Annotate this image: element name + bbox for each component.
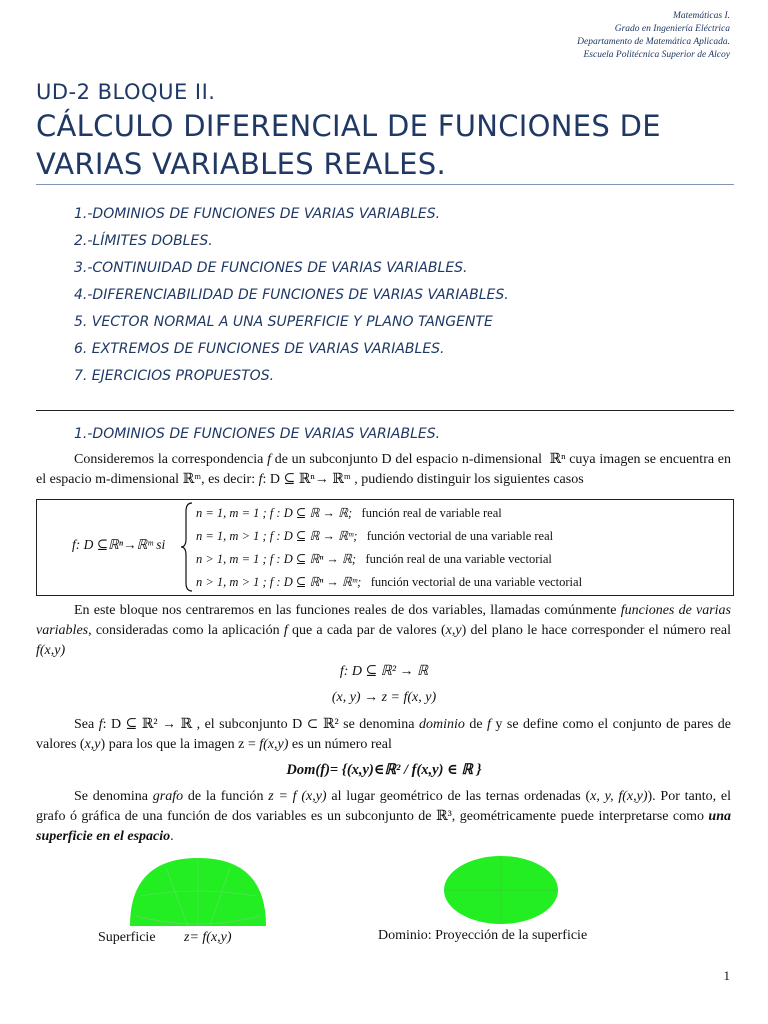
title-divider — [36, 184, 734, 185]
paragraph-domain: Sea f: D ⊆ ℝ² → ℝ , el subconjunto D ⊂ ℝ² se denomina dominio de f y se define como el conjunto de pares de valores (x,y) para los que la imagen z = f(x,y) es un número real — [36, 717, 731, 752]
document-title — [36, 78, 661, 182]
case-row: n > 1, m > 1 ; f : D ⊆ ℝⁿ → ℝᵐ; función vectorial de una variable vectorial — [196, 575, 583, 589]
case-row: n = 1, m > 1 ; f : D ⊆ ℝ → ℝᵐ; función vectorial de una variable real — [196, 529, 554, 543]
unit-label: UD-2 BLOQUE II. — [36, 80, 216, 104]
equation-image: (x, y) → z = f(x, y) — [331, 690, 437, 705]
toc-item[interactable]: 4.-DIFERENCIABILIDAD DE FUNCIONES DE VARIAS VARIABLES. — [74, 287, 509, 303]
section-heading: 1.-DOMINIOS DE FUNCIONES DE VARIAS VARIABLES. — [74, 426, 441, 442]
case-row: n = 1, m = 1 ; f : D ⊆ ℝ → ℝ; función real de variable real — [196, 506, 502, 520]
case-row: n > 1, m = 1 ; f : D ⊆ ℝⁿ → ℝ; función real de una variable vectorial — [196, 552, 552, 566]
paragraph-intro: Consideremos la correspondencia f de un subconjunto D del espacio n-dimensional ℝⁿ cuya imagen se encuentra en el espacio m-dimensional ℝᵐ, es decir: f: D ⊆ ℝⁿ→ ℝᵐ , pudiendo distinguir los siguientes casos — [36, 452, 732, 487]
toc-item[interactable]: 6. EXTREMOS DE FUNCIONES DE VARIAS VARIABLES. — [74, 341, 445, 357]
domain-caption: Dominio: Proyección de la superficie — [378, 928, 588, 943]
section-divider — [36, 410, 734, 411]
surface-equation: z= f(x,y) — [184, 930, 232, 945]
toc-item[interactable]: 5. VECTOR NORMAL A UNA SUPERFICIE Y PLANO TANGENTE — [74, 314, 493, 330]
school-name: Escuela Politécnica Superior de Alcoy — [583, 50, 730, 60]
paragraph-functions: En este bloque nos centraremos en las funciones reales de dos variables, llamadas comúnmente funciones de varias variables, consideradas como la aplicación f que a cada par de valores (x,y) del plano le hace corresponder el número real f(x,y) — [36, 603, 731, 658]
degree-name: Grado en Ingeniería Eléctrica — [614, 24, 730, 34]
function-mapping: f: D ⊆ℝⁿ→ℝᵐ si — [72, 537, 166, 552]
table-of-contents — [74, 204, 509, 393]
domain-definition: Dom(f)= {(x,y)∈ℝ² / f(x,y) ∈ ℝ } — [286, 762, 482, 778]
page-number: 1 — [723, 968, 730, 983]
title-line-1: CÁLCULO DIFERENCIAL DE FUNCIONES DE — [36, 109, 661, 143]
course-name: Matemáticas I. — [673, 11, 730, 21]
surface-figure — [126, 856, 270, 928]
toc-item[interactable]: 1.-DOMINIOS DE FUNCIONES DE VARIAS VARIABLES. — [74, 206, 441, 222]
equation-mapping: f: D ⊆ ℝ² → ℝ — [339, 664, 429, 679]
department-name: Departamento de Matemática Aplicada. — [577, 37, 730, 47]
left-brace-icon — [178, 499, 198, 595]
toc-item[interactable]: 7. EJERCICIOS PROPUESTOS. — [74, 368, 275, 384]
paragraph-graph: Se denomina grafo de la función z = f (x,y) al lugar geométrico de las ternas ordenadas (x, y, f(x,y)). Por tanto, el grafo ó gráfica de una función de dos variables es un subconjunto de ℝ³, geométricamente puede interpretarse como una superficie en el espacio. — [36, 789, 732, 844]
surface-caption: Superficie — [98, 930, 156, 945]
domain-figure — [442, 854, 560, 926]
course-header — [577, 10, 730, 62]
toc-item[interactable]: 3.-CONTINUIDAD DE FUNCIONES DE VARIAS VARIABLES. — [74, 260, 468, 276]
title-line-2: VARIAS VARIABLES REALES. — [36, 147, 446, 181]
toc-item[interactable]: 2.-LÍMITES DOBLES. — [74, 233, 213, 249]
